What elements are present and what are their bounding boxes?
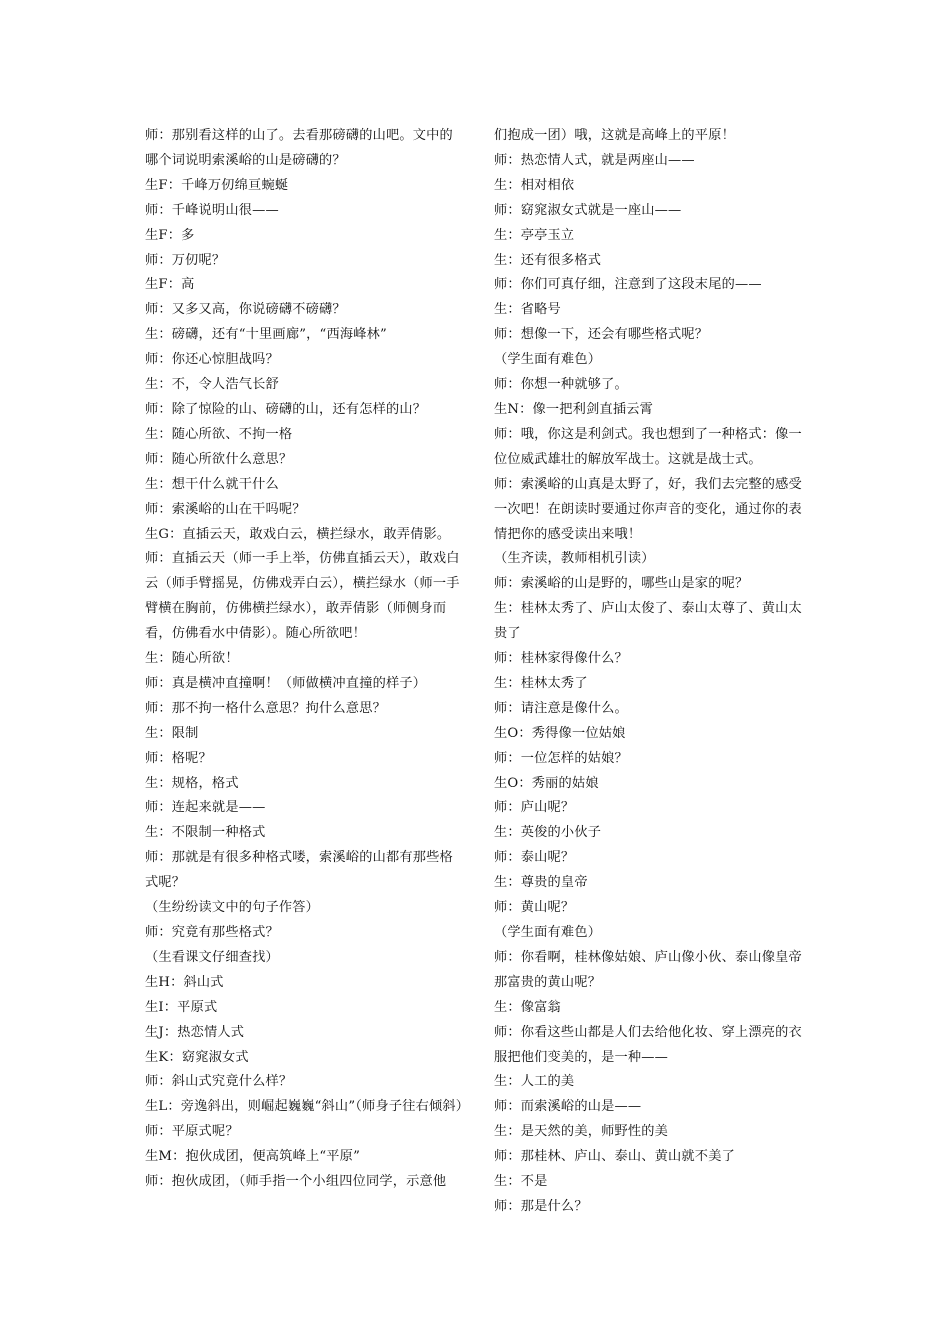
dialogue-line: （学生面有难色） — [494, 352, 602, 368]
dialogue-line: 师：那桂林、庐山、泰山、黄山就不美了 — [494, 1149, 735, 1165]
dialogue-line: 师：究竟有那些格式？ — [145, 925, 279, 940]
dialogue-line: 生H：斜山式 — [145, 974, 224, 990]
dialogue-line: 生：不限制一种格式 — [145, 825, 266, 841]
dialogue-line: 师：又多又高，你说磅礴不磅礴？ — [145, 302, 346, 318]
dialogue-line: 生K：窈窕淑女式 — [145, 1049, 249, 1065]
dialogue-line: 师：索溪峪的山在干吗呢？ — [145, 501, 306, 517]
dialogue-line: 师：千峰说明山很—— — [145, 202, 279, 218]
dialogue-line: 师：格呢？ — [145, 750, 212, 766]
dialogue-line: 师：你还心惊胆战吗？ — [145, 352, 279, 368]
dialogue-line: 师：那不拘一格什么意思？拘什么意思？ — [145, 700, 386, 716]
dialogue-line: 师：随心所欲什么意思？ — [145, 451, 293, 467]
dialogue-line: 师：请注意是像什么。 — [494, 700, 628, 716]
dialogue-line: 师：那别看这样的山了。去看那磅礴的山吧。文中的哪个词说明索溪峪的山是磅礴的？ — [145, 128, 453, 168]
dialogue-line: 师：万仞呢？ — [145, 252, 226, 268]
dialogue-line: 师：你看这些山都是人们去给他化妆、穿上漂亮的衣服把他们变美的，是一种—— — [494, 1024, 802, 1065]
dialogue-line: 生N：像一把利剑直插云霄 — [494, 401, 654, 417]
dialogue-line: 生：不是 — [494, 1174, 548, 1190]
dialogue-line: 生：限制 — [145, 725, 199, 741]
dialogue-line: 师：泰山呢？ — [494, 850, 575, 866]
dialogue-line: 生：亭亭玉立 — [494, 227, 575, 243]
dialogue-line: 师：而索溪峪的山是—— — [494, 1099, 642, 1115]
dialogue-line: 生：随心所欲！ — [145, 651, 239, 667]
dialogue-line: 师：窈窕淑女式就是一座山—— — [494, 202, 682, 218]
dialogue-line: 师：索溪峪的山真是太野了，好，我们去完整的感受一次吧！在朗读时要通过你声音的变化，通过你的表情把你的感受读出来哦！ — [494, 476, 802, 542]
dialogue-line: 师：热恋情人式，就是两座山—— — [494, 152, 695, 168]
dialogue-line: 师：那是什么？ — [494, 1198, 588, 1214]
dialogue-line: 生：规格，格式 — [145, 775, 239, 791]
dialogue-line: 师：桂林家得像什么？ — [494, 651, 628, 667]
dialogue-line: 生：人工的美 — [494, 1074, 575, 1090]
dialogue-line: 师：直插云天（师一手上举，仿佛直插云天），敢戏白云（师手臂摇晃，仿佛戏弄白云），横拦绿水（师一手臂横在胸前，仿佛横拦绿水），敢弄倩影（师侧身而看，仿佛看水中倩影）。随心所欲吧！ — [145, 551, 460, 642]
dialogue-line: （生看课文仔细查找） — [145, 949, 279, 965]
dialogue-line: 师：除了惊险的山、磅礴的山，还有怎样的山？ — [145, 401, 427, 417]
dialogue-line: 师：抱伙成团，（师手指一个小组四位同学，示意他 — [145, 1174, 447, 1190]
dialogue-line: （生齐读，教师相机引读） — [494, 551, 655, 567]
dialogue-line: 生O：秀丽的姑娘 — [494, 775, 599, 791]
dialogue-line: 师：你想一种就够了。 — [494, 377, 628, 393]
dialogue-line: 师：哦，你这是利剑式。我也想到了一种格式：像一位位威武雄壮的解放军战士。这就是战士式。 — [494, 426, 802, 467]
dialogue-line: 生L：旁逸斜出，则崛起巍巍“斜山”（师身子往右倾斜） — [145, 1099, 470, 1115]
dialogue-line: 生：还有很多格式 — [494, 252, 602, 268]
dialogue-line: 师：你们可真仔细，注意到了这段末尾的—— — [494, 277, 762, 293]
dialogue-line: 师：黄山呢？ — [494, 900, 575, 916]
left-column — [145, 124, 470, 1195]
dialogue-line: 生I：平原式 — [145, 999, 218, 1015]
dialogue-line: （学生面有难色） — [494, 925, 602, 940]
dialogue-line: 师：索溪峪的山是野的，哪些山是家的呢？ — [494, 576, 749, 592]
dialogue-line: 生：不，令人浩气长舒 — [145, 377, 279, 393]
dialogue-line: （生纷纷读文中的句子作答） — [145, 900, 320, 916]
dialogue-line: 生F：千峰万仞绵亘蜿蜒 — [145, 177, 289, 193]
dialogue-line: 生：是天然的美，师野性的美 — [494, 1124, 669, 1140]
dialogue-line: 生：尊贵的皇帝 — [494, 875, 588, 891]
dialogue-line: 生：相对相依 — [494, 177, 575, 193]
dialogue-line: 师：真是横冲直撞啊！（师做横冲直撞的样子） — [145, 675, 427, 691]
dialogue-line: 生：想干什么就干什么 — [145, 476, 279, 492]
dialogue-line: 生F：多 — [145, 227, 195, 243]
dialogue-line: 师：连起来就是—— — [145, 800, 266, 816]
dialogue-line: 生：随心所欲、不拘一格 — [145, 426, 293, 442]
dialogue-line: 生：桂林太秀了 — [494, 675, 588, 691]
dialogue-line: 师：想像一下，还会有哪些格式呢？ — [494, 327, 709, 343]
dialogue-line: 师：平原式呢？ — [145, 1124, 239, 1140]
dialogue-line: 师：那就是有很多种格式喽，索溪峪的山都有那些格式呢？ — [145, 850, 453, 891]
right-column — [494, 124, 814, 1220]
dialogue-line: 们抱成一团）哦，这就是高峰上的平原！ — [494, 128, 735, 143]
dialogue-line: 师：一位怎样的姑娘？ — [494, 750, 628, 766]
dialogue-line: 生M：抱伙成团，便高筑峰上“平原” — [145, 1149, 361, 1165]
dialogue-line: 生：省略号 — [494, 302, 561, 318]
dialogue-line: 生O：秀得像一位姑娘 — [494, 725, 626, 741]
dialogue-line: 生：桂林太秀了、庐山太俊了、泰山太尊了、黄山太贵了 — [494, 601, 802, 642]
dialogue-line: 生G：直插云天，敢戏白云，横拦绿水，敢弄倩影。 — [145, 526, 451, 542]
dialogue-line: 师：你看啊，桂林像姑娘、庐山像小伙、泰山像皇帝那富贵的黄山呢？ — [494, 949, 802, 990]
dialogue-line: 生：英俊的小伙子 — [494, 825, 602, 841]
dialogue-line: 生J：热恋情人式 — [145, 1024, 245, 1040]
dialogue-line: 生F：高 — [145, 277, 195, 293]
dialogue-line: 师：庐山呢？ — [494, 800, 575, 816]
dialogue-line: 生：磅礴，还有“十里画廊”，“西海峰林” — [145, 327, 387, 343]
dialogue-line: 师：斜山式究竟什么样？ — [145, 1074, 293, 1090]
dialogue-line: 生：像富翁 — [494, 999, 561, 1015]
